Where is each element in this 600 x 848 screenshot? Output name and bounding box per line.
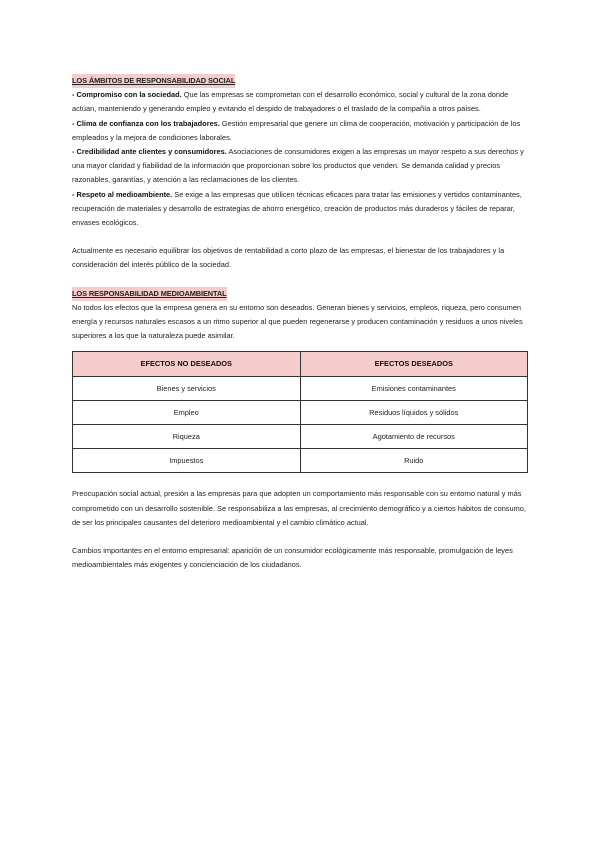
paragraph-efectos-intro: No todos los efectos que la empresa genera en su entorno son deseados. Generan bienes y servicios, empleos, riqueza, pero consumen energía y recursos naturales escasos a un ritmo superior al que pueden regenerarse y producen contaminación y residuos a unos niveles superiores a los que la naturaleza puede asimilar.: [72, 302, 523, 341]
heading-text: LOS RESPONSABILIDAD MEDIOAMBIENTAL: [72, 287, 227, 301]
table-row: [73, 401, 528, 425]
table-cell: Bienes y servicios: [73, 377, 301, 401]
bullet-title: - Compromiso con la sociedad.: [72, 90, 182, 100]
document-content: [72, 74, 528, 572]
spacer: [72, 230, 528, 244]
table-row: [73, 449, 528, 473]
bullet-text: Que las empresas se comprometan con el desarrollo económico, social y cultural de la zona donde actúan, manteniendo y generando empleo y evitando el despido de trabajadores o el traslado de la compañía a otros países.: [72, 90, 509, 114]
column-header: EFECTOS DESEADOS: [300, 352, 528, 377]
spacer: [72, 473, 528, 487]
table-cell: Riqueza: [73, 425, 301, 449]
table-cell: Residuos líquidos y sólidos: [300, 401, 528, 425]
bullet-title: - Respeto al medioambiente.: [72, 189, 173, 199]
section-heading-medioambiental: [72, 287, 528, 301]
bullet-text: Gestión empresarial que genere un clima de cooperación, motivación y participación de los empleados y la mejora de condiciones laborales.: [72, 118, 521, 142]
effects-table: [72, 351, 528, 473]
table-header-row: [73, 352, 528, 377]
paragraph-preocupacion: Preocupación social actual, presión a las empresas para que adopten un comportamiento más responsable con su entorno natural y más comprometido con un desarrollo sostenible. Se responsabiliza a las empresas, al crecimiento demográfico y a ciertos hábitos de consumo, de ser los principales causantes del deterioro medioambiental y el cambio climático actual.: [72, 489, 526, 527]
bullet-medioambiente: [72, 188, 528, 231]
table-cell: Impuestos: [73, 449, 301, 473]
bullet-clima-confianza: [72, 117, 528, 145]
heading-text: LOS ÁMBITOS DE RESPONSABILIDAD SOCIAL: [72, 74, 235, 88]
paragraph-cambios: Cambios importantes en el entorno empresarial: aparición de un consumidor ecológicamente más responsable, promulgación de leyes medioambientales más exigentes y concienciación de los ciudadanos.: [72, 546, 513, 570]
bullet-compromiso-sociedad: [72, 88, 528, 116]
bullet-text: Se exige a las empresas que utilicen técnicas eficaces para tratar las emisiones y vertidos contaminantes, recuperación de materiales y desarrollo de estrategias de ahorro energético, creación de productos más duraderos y fáciles de reparar, envases ecológicos.: [72, 189, 522, 228]
bullet-text: Asociaciones de consumidores exigen a las empresas un mayor respeto a sus derechos y una mayor claridad y fiabilidad de la información que proporcionan sobre los productos que venden. Se demanda calidad y precios razonables, garantías, y atención a las reclamaciones de los clientes.: [72, 147, 524, 185]
spacer: [72, 273, 528, 287]
table-cell: Empleo: [73, 401, 301, 425]
paragraph-actualmente: Actualmente es necesario equilibrar los objetivos de rentabilidad a corto plazo de las empresas, el bienestar de los trabajadores y la consideración del interés público de la sociedad.: [72, 246, 505, 270]
table-cell: Ruido: [300, 449, 528, 473]
section-heading-social: [72, 74, 528, 88]
table-row: [73, 425, 528, 449]
bullet-title: - Credibilidad ante clientes y consumidores.: [72, 147, 227, 157]
table-cell: Agotamiento de recursos: [300, 425, 528, 449]
bullet-credibilidad: [72, 145, 528, 188]
column-header: EFECTOS NO DESEADOS: [73, 352, 301, 377]
spacer: [72, 530, 528, 544]
table-cell: Emisiones contaminantes: [300, 377, 528, 401]
table-row: [73, 377, 528, 401]
bullet-title: - Clima de confianza con los trabajadores.: [72, 118, 220, 128]
